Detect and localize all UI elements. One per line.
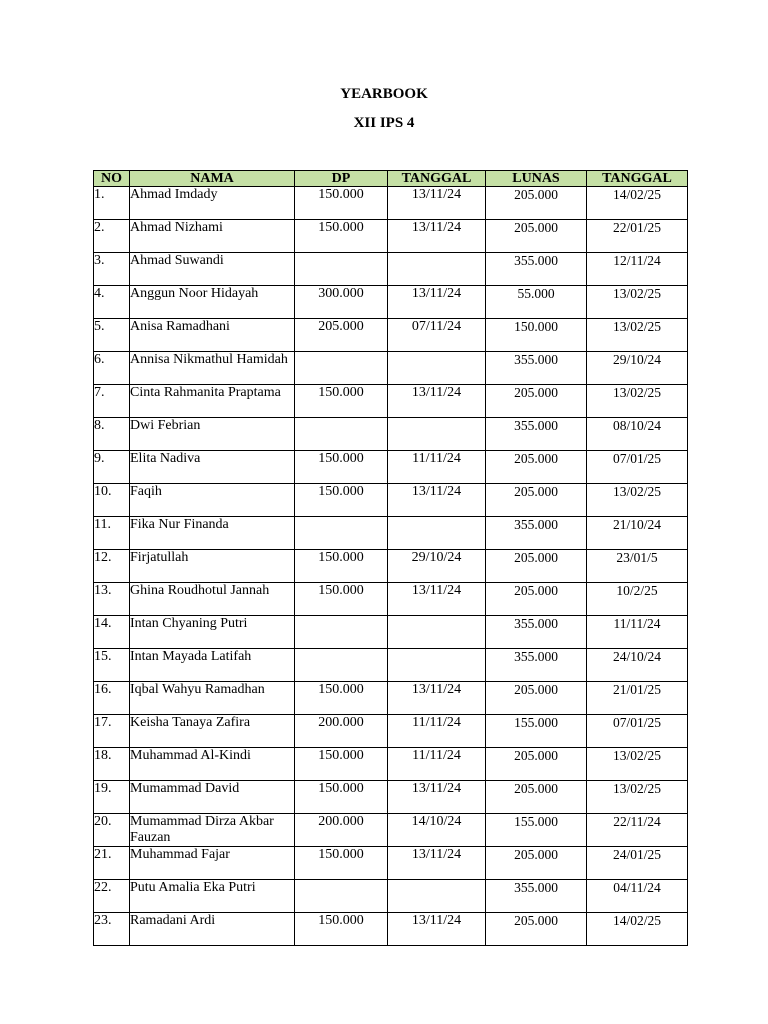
cell-lunas: 205.000	[486, 451, 587, 484]
cell-nama: Faqih	[130, 484, 295, 517]
cell-no: 18.	[94, 748, 130, 781]
cell-nama: Fika Nur Finanda	[130, 517, 295, 550]
cell-nama: Mumammad David	[130, 781, 295, 814]
cell-no: 5.	[94, 319, 130, 352]
cell-tanggal-lunas: 04/11/24	[587, 880, 688, 913]
cell-tanggal-dp: 13/11/24	[388, 913, 486, 946]
cell-no: 1.	[94, 187, 130, 220]
cell-tanggal-lunas: 13/02/25	[587, 385, 688, 418]
table-row	[94, 253, 688, 286]
table-row	[94, 418, 688, 451]
cell-no: 17.	[94, 715, 130, 748]
table-row	[94, 286, 688, 319]
cell-tanggal-dp: 13/11/24	[388, 847, 486, 880]
table-row	[94, 517, 688, 550]
cell-dp: 150.000	[295, 550, 388, 583]
cell-tanggal-lunas: 23/01/5	[587, 550, 688, 583]
cell-tanggal-dp: 29/10/24	[388, 550, 486, 583]
cell-lunas: 55.000	[486, 286, 587, 319]
cell-lunas: 205.000	[486, 220, 587, 253]
cell-lunas: 205.000	[486, 748, 587, 781]
cell-dp: 150.000	[295, 913, 388, 946]
cell-dp: 150.000	[295, 385, 388, 418]
cell-tanggal-lunas: 11/11/24	[587, 616, 688, 649]
cell-tanggal-dp: 13/11/24	[388, 385, 486, 418]
table-row	[94, 385, 688, 418]
cell-lunas: 205.000	[486, 583, 587, 616]
cell-tanggal-lunas: 13/02/25	[587, 781, 688, 814]
cell-nama: Dwi Febrian	[130, 418, 295, 451]
cell-no: 9.	[94, 451, 130, 484]
cell-nama: Ahmad Nizhami	[130, 220, 295, 253]
cell-tanggal-lunas: 13/02/25	[587, 319, 688, 352]
header-lunas: LUNAS	[486, 171, 587, 187]
cell-nama: Ahmad Imdady	[130, 187, 295, 220]
header-no: NO	[94, 171, 130, 187]
cell-no: 4.	[94, 286, 130, 319]
cell-tanggal-lunas: 22/01/25	[587, 220, 688, 253]
cell-dp: 150.000	[295, 682, 388, 715]
cell-no: 22.	[94, 880, 130, 913]
table-row	[94, 220, 688, 253]
cell-lunas: 150.000	[486, 319, 587, 352]
cell-no: 7.	[94, 385, 130, 418]
cell-lunas: 355.000	[486, 880, 587, 913]
cell-dp: 205.000	[295, 319, 388, 352]
document-subtitle: XII IPS 4	[353, 115, 415, 131]
cell-dp	[295, 253, 388, 286]
cell-tanggal-lunas: 21/01/25	[587, 682, 688, 715]
cell-nama: Elita Nadiva	[130, 451, 295, 484]
table-row	[94, 319, 688, 352]
cell-lunas: 205.000	[486, 847, 587, 880]
table-body	[94, 187, 688, 946]
cell-nama: Ramadani Ardi	[130, 913, 295, 946]
cell-tanggal-dp: 13/11/24	[388, 583, 486, 616]
table-row	[94, 682, 688, 715]
table-row	[94, 715, 688, 748]
cell-nama: Muhammad Fajar	[130, 847, 295, 880]
cell-lunas: 205.000	[486, 484, 587, 517]
cell-tanggal-dp: 14/10/24	[388, 814, 486, 847]
table-row	[94, 880, 688, 913]
cell-lunas: 155.000	[486, 814, 587, 847]
table-row	[94, 451, 688, 484]
cell-tanggal-dp: 07/11/24	[388, 319, 486, 352]
table-row	[94, 814, 688, 847]
cell-dp: 150.000	[295, 187, 388, 220]
cell-lunas: 205.000	[486, 550, 587, 583]
cell-nama: Annisa Nikmathul Hamidah	[130, 352, 295, 385]
cell-lunas: 205.000	[486, 682, 587, 715]
cell-lunas: 205.000	[486, 385, 587, 418]
cell-lunas: 355.000	[486, 352, 587, 385]
cell-tanggal-lunas: 24/10/24	[587, 649, 688, 682]
cell-tanggal-lunas: 07/01/25	[587, 715, 688, 748]
table-row	[94, 781, 688, 814]
table-row	[94, 187, 688, 220]
cell-lunas: 205.000	[486, 187, 587, 220]
cell-nama: Anggun Noor Hidayah	[130, 286, 295, 319]
cell-lunas: 205.000	[486, 913, 587, 946]
header-nama: NAMA	[130, 171, 295, 187]
cell-nama: Muhammad Al-Kindi	[130, 748, 295, 781]
table-row	[94, 484, 688, 517]
cell-no: 10.	[94, 484, 130, 517]
cell-no: 13.	[94, 583, 130, 616]
cell-nama: Intan Mayada Latifah	[130, 649, 295, 682]
cell-nama: Iqbal Wahyu Ramadhan	[130, 682, 295, 715]
cell-tanggal-lunas: 29/10/24	[587, 352, 688, 385]
cell-tanggal-dp: 11/11/24	[388, 748, 486, 781]
cell-tanggal-lunas: 24/01/25	[587, 847, 688, 880]
cell-dp: 150.000	[295, 484, 388, 517]
cell-lunas: 355.000	[486, 418, 587, 451]
table-row	[94, 352, 688, 385]
cell-no: 3.	[94, 253, 130, 286]
cell-dp: 150.000	[295, 220, 388, 253]
cell-nama: Intan Chyaning Putri	[130, 616, 295, 649]
cell-dp: 150.000	[295, 451, 388, 484]
cell-tanggal-dp: 13/11/24	[388, 781, 486, 814]
cell-dp: 150.000	[295, 847, 388, 880]
cell-tanggal-lunas: 12/11/24	[587, 253, 688, 286]
cell-nama: Ahmad Suwandi	[130, 253, 295, 286]
cell-tanggal-lunas: 10/2/25	[587, 583, 688, 616]
table-row	[94, 616, 688, 649]
cell-no: 20.	[94, 814, 130, 847]
cell-nama: Keisha Tanaya Zafira	[130, 715, 295, 748]
cell-no: 16.	[94, 682, 130, 715]
cell-tanggal-dp	[388, 880, 486, 913]
cell-tanggal-dp	[388, 616, 486, 649]
cell-nama: Putu Amalia Eka Putri	[130, 880, 295, 913]
cell-tanggal-dp: 11/11/24	[388, 451, 486, 484]
cell-dp	[295, 616, 388, 649]
cell-nama: Ghina Roudhotul Jannah	[130, 583, 295, 616]
table-row	[94, 649, 688, 682]
cell-tanggal-dp: 13/11/24	[388, 484, 486, 517]
cell-tanggal-dp	[388, 649, 486, 682]
cell-nama: Anisa Ramadhani	[130, 319, 295, 352]
cell-nama: Mumammad Dirza Akbar Fauzan	[130, 814, 295, 847]
cell-dp: 300.000	[295, 286, 388, 319]
table-row	[94, 583, 688, 616]
cell-nama: Firjatullah	[130, 550, 295, 583]
cell-tanggal-dp	[388, 253, 486, 286]
cell-lunas: 205.000	[486, 781, 587, 814]
table-row	[94, 913, 688, 946]
cell-tanggal-lunas: 08/10/24	[587, 418, 688, 451]
cell-lunas: 355.000	[486, 616, 587, 649]
document-title: YEARBOOK	[340, 86, 428, 102]
cell-tanggal-lunas: 22/11/24	[587, 814, 688, 847]
cell-lunas: 355.000	[486, 517, 587, 550]
cell-tanggal-lunas: 21/10/24	[587, 517, 688, 550]
cell-dp: 150.000	[295, 748, 388, 781]
cell-dp: 200.000	[295, 814, 388, 847]
header-tanggal-dp: TANGGAL	[388, 171, 486, 187]
cell-tanggal-dp	[388, 352, 486, 385]
cell-nama: Cinta Rahmanita Praptama	[130, 385, 295, 418]
cell-no: 11.	[94, 517, 130, 550]
header-tanggal-lunas: TANGGAL	[587, 171, 688, 187]
cell-dp	[295, 649, 388, 682]
payment-table	[93, 170, 688, 946]
cell-tanggal-dp	[388, 517, 486, 550]
cell-tanggal-dp: 13/11/24	[388, 187, 486, 220]
cell-tanggal-dp: 13/11/24	[388, 220, 486, 253]
cell-dp	[295, 517, 388, 550]
cell-dp: 200.000	[295, 715, 388, 748]
cell-tanggal-lunas: 14/02/25	[587, 187, 688, 220]
cell-dp	[295, 352, 388, 385]
cell-tanggal-lunas: 14/02/25	[587, 913, 688, 946]
table-row	[94, 847, 688, 880]
cell-no: 15.	[94, 649, 130, 682]
cell-dp	[295, 880, 388, 913]
cell-no: 21.	[94, 847, 130, 880]
table-header	[94, 171, 688, 187]
cell-tanggal-dp	[388, 418, 486, 451]
cell-dp: 150.000	[295, 583, 388, 616]
cell-tanggal-lunas: 13/02/25	[587, 286, 688, 319]
table-row	[94, 550, 688, 583]
cell-no: 2.	[94, 220, 130, 253]
cell-tanggal-lunas: 13/02/25	[587, 484, 688, 517]
cell-lunas: 355.000	[486, 253, 587, 286]
cell-no: 23.	[94, 913, 130, 946]
cell-lunas: 155.000	[486, 715, 587, 748]
cell-dp	[295, 418, 388, 451]
cell-no: 19.	[94, 781, 130, 814]
cell-no: 12.	[94, 550, 130, 583]
cell-tanggal-dp: 13/11/24	[388, 682, 486, 715]
cell-lunas: 355.000	[486, 649, 587, 682]
header-row	[94, 171, 688, 187]
cell-tanggal-lunas: 13/02/25	[587, 748, 688, 781]
cell-no: 6.	[94, 352, 130, 385]
header-dp: DP	[295, 171, 388, 187]
table-row	[94, 748, 688, 781]
cell-dp: 150.000	[295, 781, 388, 814]
cell-no: 8.	[94, 418, 130, 451]
cell-no: 14.	[94, 616, 130, 649]
cell-tanggal-dp: 11/11/24	[388, 715, 486, 748]
cell-tanggal-dp: 13/11/24	[388, 286, 486, 319]
cell-tanggal-lunas: 07/01/25	[587, 451, 688, 484]
